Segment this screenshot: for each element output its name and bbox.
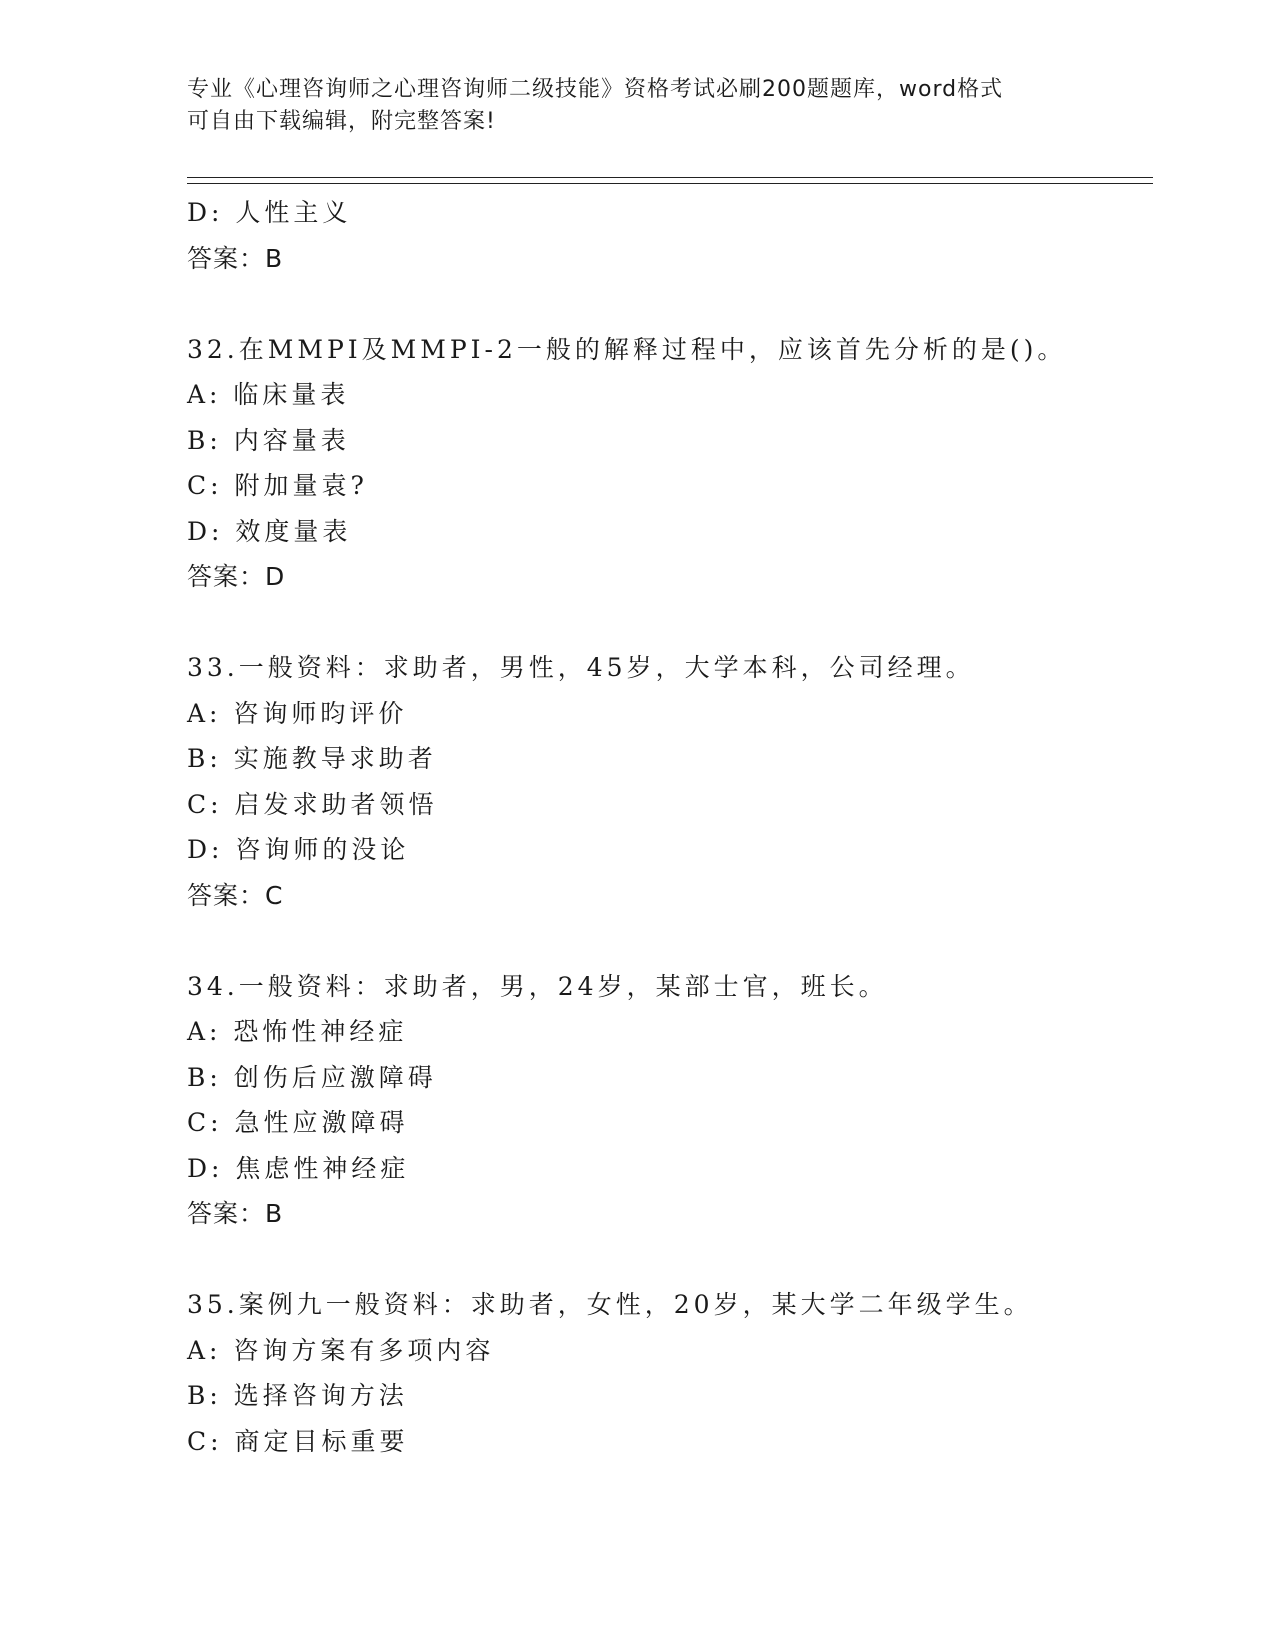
document-body <box>187 190 1153 1464</box>
header-divider-bottom <box>187 183 1153 184</box>
option-a: A: 恐怖性神经症 <box>187 1017 408 1046</box>
option-d: D: 咨询师的没论 <box>187 835 410 864</box>
answer-line: 答案：B <box>187 243 284 273</box>
question-35 <box>187 1282 1153 1464</box>
option-b: B: 实施教导求助者 <box>187 744 437 773</box>
question-stem: 34.一般资料：求助者，男，24岁，某部士官，班长。 <box>187 971 888 1001</box>
question-33 <box>187 645 1153 918</box>
question-34 <box>187 964 1153 1237</box>
question-stem: 35.案例九一般资料：求助者，女性，20岁，某大学二年级学生。 <box>187 1290 1033 1319</box>
answer-line: 答案：B <box>187 1199 284 1228</box>
spacer <box>187 1237 1153 1283</box>
answer-line: 答案：D <box>187 562 286 591</box>
option-b: B: 创伤后应激障碍 <box>187 1062 437 1092</box>
question-stem: 33.一般资料：求助者，男性，45岁，大学本科，公司经理。 <box>187 653 975 682</box>
option-d: D: 焦虑性神经症 <box>187 1153 410 1183</box>
option-b: B: 选择咨询方法 <box>187 1381 408 1410</box>
option-d: D: 人性主义 <box>187 198 352 227</box>
option-a: A: 临床量表 <box>187 380 350 409</box>
document-header <box>187 74 1087 138</box>
option-a: A: 咨询方案有多项内容 <box>187 1335 495 1365</box>
option-a: A: 咨询师昀评价 <box>187 698 408 728</box>
answer-line: 答案：C <box>187 880 284 910</box>
header-divider-top <box>187 177 1153 178</box>
header-line-2: 可自由下载编辑，附完整答案! <box>187 109 496 134</box>
spacer <box>187 918 1153 964</box>
option-c: C: 启发求助者领悟 <box>187 789 438 819</box>
option-b: B: 内容量表 <box>187 425 350 455</box>
question-31-tail <box>187 190 1153 281</box>
header-line-1: 专业《心理咨询师之心理咨询师二级技能》资格考试必刷200题题库，word格式 <box>187 77 1004 102</box>
spacer <box>187 281 1153 327</box>
option-c: C: 附加量袁? <box>187 471 368 500</box>
option-d: D: 效度量表 <box>187 516 352 546</box>
question-32 <box>187 327 1153 600</box>
spacer <box>187 600 1153 646</box>
option-c: C: 商定目标重要 <box>187 1426 409 1456</box>
question-stem: 32.在MMPI及MMPI-2一般的解释过程中，应该首先分析的是()。 <box>187 334 1067 364</box>
option-c: C: 急性应激障碍 <box>187 1108 409 1137</box>
